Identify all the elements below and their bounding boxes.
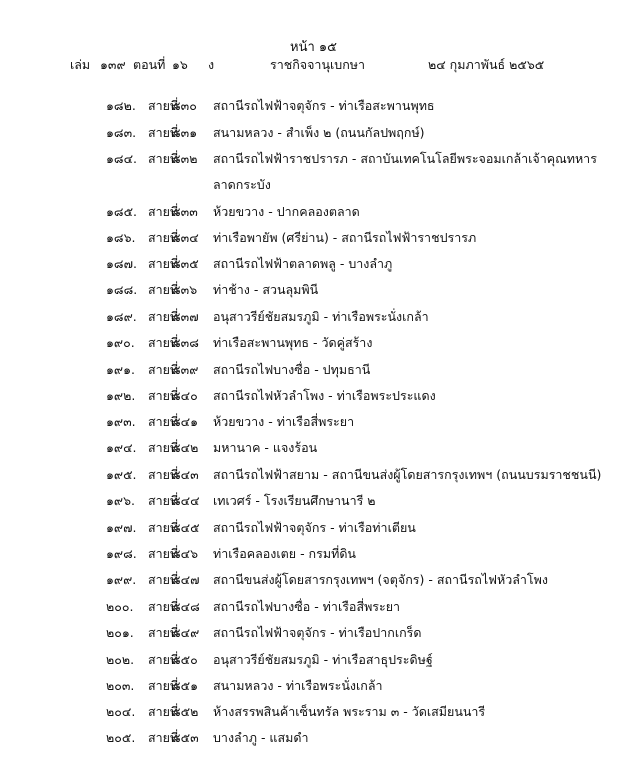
route-number: ๘๔๐ [171, 388, 198, 403]
list-item [0, 386, 627, 410]
line-label: สายที่ [148, 388, 179, 403]
route-description: ท่าช้าง - สวนลุมพินี [213, 282, 319, 297]
item-number: ๒๐๔. [106, 704, 136, 719]
route-number: ๘๕๒ [171, 704, 199, 719]
section-label: ตอนที่ [133, 57, 166, 72]
item-number: ๑๙๒. [106, 388, 136, 403]
list-item [0, 518, 627, 542]
route-number: ๘๓๙ [171, 362, 199, 377]
item-number: ๑๘๘. [106, 282, 138, 297]
list-item [0, 728, 627, 752]
line-label: สายที่ [148, 98, 179, 113]
publication-name: ราชกิจจานุเบกษา [270, 57, 366, 72]
list-item [0, 544, 627, 568]
route-description: สถานีรถไฟฟ้าราชปรารภ - สถาบันเทคโนโลยีพระจอมเกล้าเจ้าคุณทหาร [213, 151, 597, 166]
line-label: สายที่ [148, 230, 179, 245]
line-label: สายที่ [148, 362, 179, 377]
list-item [0, 360, 627, 384]
route-description-continued: ลาดกระบัง [213, 177, 271, 192]
route-description: สนามหลวง - ท่าเรือพระนั่งเกล้า [213, 678, 383, 693]
item-number: ๑๙๗. [106, 520, 137, 535]
item-number: ๑๙๘. [106, 546, 137, 561]
route-description: บางลำภู - แสมดำ [213, 730, 309, 745]
line-label: สายที่ [148, 467, 179, 482]
line-label: สายที่ [148, 730, 179, 745]
list-item [0, 307, 627, 331]
list-item [0, 702, 627, 726]
line-label: สายที่ [148, 599, 179, 614]
route-number: ๘๓๘ [171, 335, 199, 350]
item-number: ๑๘๗. [106, 256, 137, 271]
line-label: สายที่ [148, 282, 179, 297]
item-number: ๒๐๒. [106, 652, 135, 667]
line-label: สายที่ [148, 520, 179, 535]
item-number: ๑๘๒. [106, 98, 136, 113]
item-number: ๑๙๓. [106, 414, 136, 429]
route-description: สถานีรถไฟฟ้าตลาดพลู - บางลำภู [213, 256, 393, 271]
line-label: สายที่ [148, 151, 179, 166]
route-description: อนุสาวรีย์ชัยสมรภูมิ - ท่าเรือสาธุประดิษฐ์ [213, 652, 433, 667]
route-number: ๘๓๔ [171, 230, 199, 245]
line-label: สายที่ [148, 440, 179, 455]
route-description: สถานีรถไฟบางซื่อ - ปทุมธานี [213, 362, 371, 377]
list-item [0, 254, 627, 278]
route-description: เทเวศร์ - โรงเรียนศึกษานารี ๒ [213, 493, 376, 508]
route-number: ๘๔๓ [171, 467, 199, 482]
list-item [0, 491, 627, 515]
list-item [0, 438, 627, 462]
route-description: ห้างสรรพสินค้าเซ็นทรัล พระราม ๓ - วัดเสมียนนารี [213, 704, 486, 719]
item-number: ๒๐๕. [106, 730, 136, 745]
list-item [0, 228, 627, 252]
section-letter: ง [208, 57, 215, 72]
line-label: สายที่ [148, 256, 179, 271]
list-item [0, 149, 627, 173]
gazette-header [0, 55, 627, 77]
item-number: ๒๐๑. [106, 625, 134, 640]
route-description: ห้วยขวาง - ปากคลองตลาด [213, 204, 360, 219]
route-description: สถานีขนส่งผู้โดยสารกรุงเทพฯ (จตุจักร) - สถานีรถไฟหัวลำโพง [213, 572, 548, 587]
item-number: ๑๙๔. [106, 440, 137, 455]
line-label: สายที่ [148, 704, 179, 719]
item-number: ๑๘๖. [106, 230, 136, 245]
route-number: ๘๓๒ [171, 151, 198, 166]
route-description: ท่าเรือพายัพ (ศรีย่าน) - สถานีรถไฟฟ้าราชปรารภ [213, 230, 477, 245]
line-label: สายที่ [148, 204, 179, 219]
route-number: ๘๓๗ [171, 309, 199, 324]
route-description: สถานีรถไฟฟ้าจตุจักร - ท่าเรือสะพานพุทธ [213, 98, 435, 113]
route-number: ๘๔๕ [171, 520, 200, 535]
line-label: สายที่ [148, 652, 179, 667]
route-number: ๘๓๖ [171, 282, 198, 297]
route-description: สถานีรถไฟหัวลำโพง - ท่าเรือพระประแดง [213, 388, 436, 403]
list-item [0, 333, 627, 357]
line-label: สายที่ [148, 572, 179, 587]
page-number: หน้า ๑๕ [290, 40, 337, 55]
item-number: ๑๘๓. [106, 125, 137, 140]
item-number: ๒๐๓. [106, 678, 135, 693]
item-number: ๑๙๕. [106, 467, 137, 482]
route-description: สถานีรถไฟฟ้าจตุจักร - ท่าเรือปากเกร็ด [213, 625, 422, 640]
line-label: สายที่ [148, 335, 179, 350]
list-item [0, 465, 627, 489]
route-number: ๘๔๙ [171, 625, 200, 640]
route-description: สนามหลวง - สำเพ็ง ๒ (ถนนกัลปพฤกษ์) [213, 125, 425, 140]
item-number: ๑๙๖. [106, 493, 135, 508]
route-description: มหานาค - แจงร้อน [213, 440, 318, 455]
line-label: สายที่ [148, 125, 179, 140]
route-number: ๘๕๑ [171, 678, 199, 693]
line-label: สายที่ [148, 493, 179, 508]
list-item [0, 623, 627, 647]
route-description: ห้วยขวาง - ท่าเรือสี่พระยา [213, 414, 355, 429]
route-description: สถานีรถไฟบางซื่อ - ท่าเรือสี่พระยา [213, 599, 401, 614]
route-number: ๘๔๗ [171, 572, 200, 587]
volume-number: ๑๓๙ [100, 57, 126, 72]
route-description: ท่าเรือคลองเตย - กรมที่ดิน [213, 546, 356, 561]
list-item [0, 570, 627, 594]
line-label: สายที่ [148, 309, 179, 324]
route-description: ท่าเรือสะพานพุทธ - วัดคู่สร้าง [213, 335, 373, 350]
item-number: ๑๙๐. [106, 335, 135, 350]
list-item [0, 202, 627, 226]
list-item [0, 96, 627, 120]
route-number: ๘๔๑ [171, 414, 199, 429]
line-label: สายที่ [148, 414, 179, 429]
route-number: ๘๓๑ [171, 125, 198, 140]
list-item [0, 280, 627, 304]
route-description: สถานีรถไฟฟ้าจตุจักร - ท่าเรือท่าเตียน [213, 520, 416, 535]
item-number: ๑๘๔. [106, 151, 138, 166]
list-item [0, 650, 627, 674]
line-label: สายที่ [148, 625, 179, 640]
list-item [0, 597, 627, 621]
item-number: ๑๘๙. [106, 309, 137, 324]
line-label: สายที่ [148, 546, 179, 561]
publication-date: ๒๔ กุมภาพันธ์ ๒๕๖๕ [428, 57, 545, 72]
volume-label: เล่ม [70, 57, 91, 72]
list-item [0, 412, 627, 436]
route-number: ๘๔๘ [171, 599, 200, 614]
item-number: ๑๙๑. [106, 362, 135, 377]
route-number: ๘๕๓ [171, 730, 199, 745]
list-item [0, 676, 627, 700]
item-number: ๑๘๕. [106, 204, 138, 219]
section-number: ๑๖ [172, 57, 188, 72]
list-item [0, 123, 627, 147]
item-number: ๒๐๐. [106, 599, 134, 614]
route-description: อนุสาวรีย์ชัยสมรภูมิ - ท่าเรือพระนั่งเกล้า [213, 309, 429, 324]
route-description: สถานีรถไฟฟ้าสยาม - สถานีขนส่งผู้โดยสารกรุงเทพฯ (ถนนบรมราชชนนี) [213, 467, 602, 482]
route-number: ๘๓๐ [171, 98, 197, 113]
route-number: ๘๓๓ [171, 204, 198, 219]
route-number: ๘๕๐ [171, 652, 198, 667]
item-number: ๑๙๙. [106, 572, 137, 587]
line-label: สายที่ [148, 678, 179, 693]
route-number: ๘๔๔ [171, 493, 200, 508]
route-number: ๘๔๒ [171, 440, 199, 455]
route-number: ๘๓๕ [171, 256, 199, 271]
route-number: ๘๔๖ [171, 546, 199, 561]
